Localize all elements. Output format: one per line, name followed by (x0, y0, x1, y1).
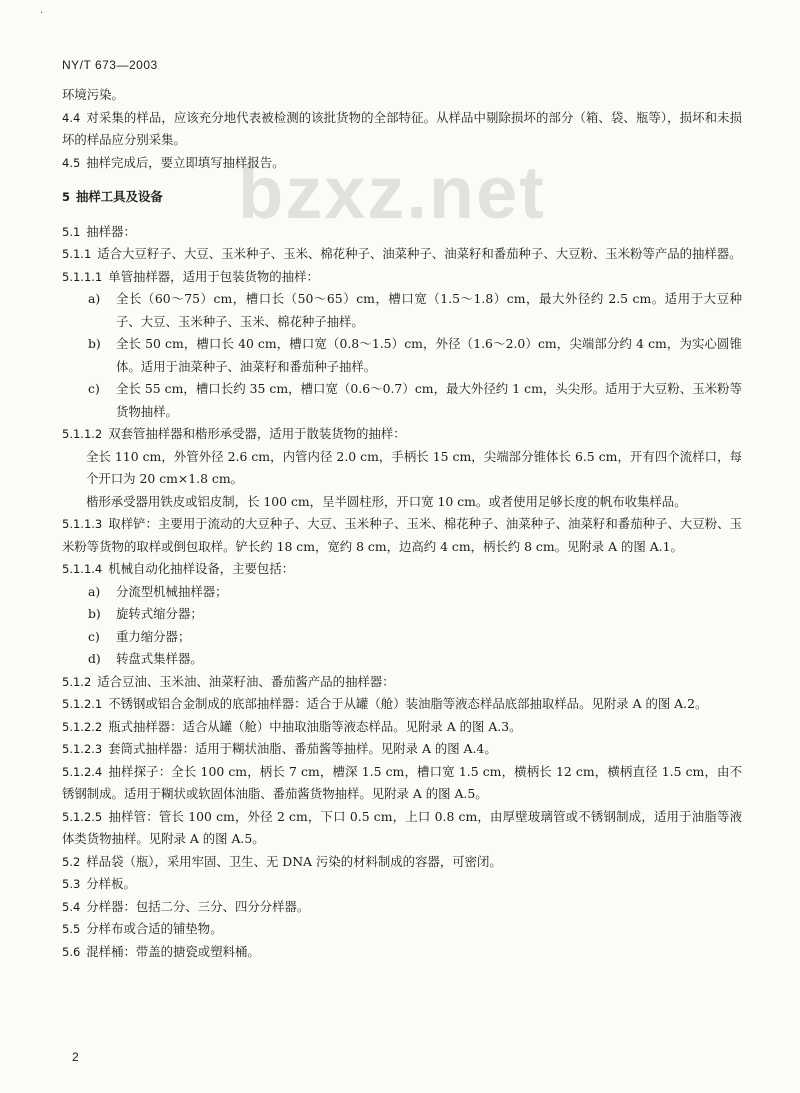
clause-text: 抽样管：管长 100 cm，外径 2 cm，下口 0.5 cm，上口 0.8 cm，由厚壁玻璃管或不锈钢制成，适用于油脂等液体类货物抽样。见附录 A 的图 A.5。 (62, 808, 742, 846)
clause-text: 样品袋（瓶），采用牢固、卫生、无 DNA 污染的材料制成的容器，可密闭。 (86, 853, 502, 869)
clause-number: 5.1.2.5 (62, 809, 103, 824)
list-text: 转盘式集样器。 (116, 651, 203, 666)
list-marker: a) (88, 291, 101, 306)
clause-text: 单管抽样器，适用于包装货物的抽样： (108, 268, 319, 284)
section-heading-5 (62, 186, 742, 209)
clause-number: 5.2 (62, 854, 81, 869)
list-marker: d) (88, 651, 101, 666)
list-marker: a) (88, 583, 101, 599)
clause-text: 机械自动化抽样设备，主要包括： (108, 561, 295, 576)
clause-5-1-2-1 (62, 693, 742, 716)
list-text: 分流型机械抽样器； (116, 583, 228, 599)
clause-number: 4.4 (62, 110, 81, 125)
page-number: 2 (72, 1050, 79, 1064)
clause-number: 5.5 (62, 922, 81, 936)
clause-number: 5.1.2.4 (62, 764, 103, 779)
clause-number: 5.3 (62, 877, 81, 891)
clause-number: 4.5 (62, 155, 81, 170)
list-5-1-1-1 (62, 288, 742, 423)
clause-text: 分样器：包括二分、三分、四分分样器。 (86, 898, 310, 914)
section-number: 5 (62, 190, 71, 204)
list-text: 旋转式缩分器； (116, 606, 203, 621)
clause-text: 分样布或合适的铺垫物。 (86, 921, 223, 936)
clause-text: 抽样器： (86, 223, 136, 239)
list-marker: b) (88, 336, 101, 351)
clause-text: 对采集的样品，应该充分地代表被检测的该批货物的全部特征。从样品中剔除损坏的部分（箱、袋、瓶等），损坏和未损坏的样品应分别采集。 (62, 109, 742, 147)
clause-5-1-2 (62, 671, 742, 694)
clause-number: 5.6 (62, 944, 81, 959)
clause-number: 5.1.1.1 (62, 269, 103, 284)
section-title: 抽样工具及设备 (76, 189, 163, 204)
clause-5-2 (62, 851, 742, 874)
clause-5-1-1-2 (62, 423, 742, 446)
clause-5-1-2-3 (62, 738, 742, 761)
list-item (88, 648, 742, 671)
clause-text: 取样铲：主要用于流动的大豆种子、大豆、玉米种子、玉米、棉花种子、油菜种子、油菜籽和番茄种子、大豆粉、玉米粉等货物的取样或倒包取样。铲长约 18 cm，宽约 8 cm，边高约 4 cm，柄长约 8 cm。见附录 A 的图 A.1。 (62, 516, 742, 554)
clause-text: 分样板。 (86, 876, 136, 891)
clause-5-5 (62, 918, 742, 941)
clause-text: 混样桶：带盖的搪瓷或塑料桶。 (86, 943, 260, 959)
list-5-1-1-4 (62, 581, 742, 671)
list-marker: c) (88, 381, 100, 396)
clause-text: 抽样探子：全长 100 cm，柄长 7 cm，槽深 1.5 cm，槽口宽 1.5 cm，横柄长 12 cm，横柄直径 1.5 cm，由不锈钢制成。适用于糊状或软固体油脂、番茄酱货物抽样。见附录 A 的图 A.5。 (62, 763, 742, 801)
document-body (62, 84, 742, 963)
clause-5-4 (62, 896, 742, 919)
standard-code: NY/T 673—2003 (62, 58, 158, 72)
clause-text: 抽样完成后，要立即填写抽样报告。 (86, 154, 285, 170)
paragraph: 楷形承受器用铁皮或铝皮制，长 100 cm，呈半圆柱形，开口宽 10 cm。或者使用足够长度的帆布收集样品。 (86, 493, 687, 509)
list-item (88, 626, 742, 649)
clause-text: 双套管抽样器和楷形承受器，适用于散装货物的抽样： (108, 426, 406, 441)
list-item (88, 603, 742, 626)
clause-number: 5.1.1 (62, 247, 92, 261)
clause-5-1-1 (62, 243, 742, 266)
clause-text: 适合豆油、玉米油、油菜籽油、番茄酱产品的抽样器： (97, 673, 395, 689)
clause-4-4 (62, 107, 742, 152)
clause-number: 5.1 (62, 224, 81, 239)
clause-5-1-1-3 (62, 513, 742, 558)
paragraph: 全长 110 cm，外管外径 2.6 cm，内管内径 2.0 cm，手柄长 15 cm，尖端部分锥体长 6.5 cm，开有四个流样口，每个开口为 20 cm×1.8 cm。 (86, 448, 742, 486)
clause-number: 5.1.1.4 (62, 562, 103, 576)
watermark: bzxz.net (238, 151, 546, 234)
clause-text: 瓶式抽样器：适合从罐（舱）中抽取油脂等液态样品。见附录 A 的图 A.3。 (108, 718, 522, 734)
clause-5-1-1-4 (62, 558, 742, 581)
paragraph: 环境污染。 (62, 87, 124, 102)
clause-number: 5.1.2 (62, 674, 92, 689)
clause-5-1-2-5 (62, 806, 742, 851)
list-text: 全长（60～75）cm，槽口长（50～65）cm，槽口宽（1.5～1.8）cm，最大外径约 2.5 cm。适用于大豆种子、大豆、玉米种子、玉米、棉花种子抽样。 (116, 291, 742, 329)
clause-text: 适合大豆籽子、大豆、玉米种子、玉米、棉花种子、油菜种子、油菜籽和番茄种子、大豆粉、玉米粉等产品的抽样器。 (97, 246, 742, 261)
list-text: 全长 50 cm，槽口长 40 cm，槽口宽（0.8～1.5）cm，外径（1.6～2.0）cm，尖端部分约 4 cm，为实心圆锥体。适用于油菜种子、油菜籽和番茄种子抽样。 (116, 336, 742, 374)
list-marker: c) (88, 628, 100, 644)
list-text: 全长 55 cm，槽口长约 35 cm，槽口宽（0.6～0.7）cm，最大外径约 1 cm，头尖形。适用于大豆粉、玉米粉等货物抽样。 (116, 381, 742, 419)
list-item (88, 581, 742, 604)
clause-5-6 (62, 941, 742, 964)
clause-5-3 (62, 873, 742, 896)
list-item (88, 333, 742, 378)
list-item (88, 378, 742, 423)
clause-number: 5.1.2.1 (62, 697, 103, 711)
clause-5-1 (62, 221, 742, 244)
clause-5-1-2-4 (62, 761, 742, 806)
clause-number: 5.4 (62, 899, 81, 914)
clause-number: 5.1.1.2 (62, 427, 103, 441)
clause-text: 套筒式抽样器：适用于糊状油脂、番茄酱等抽样。见附录 A 的图 A.4。 (108, 741, 497, 756)
clause-5-1-1-1 (62, 266, 742, 289)
clause-number: 5.1.2.2 (62, 719, 103, 734)
list-text: 重力缩分器； (116, 628, 191, 644)
clause-5-1-2-2 (62, 716, 742, 739)
clause-number: 5.1.2.3 (62, 742, 103, 756)
clause-number: 5.1.1.3 (62, 517, 103, 531)
scan-mark: · (40, 8, 44, 19)
list-marker: b) (88, 606, 101, 621)
clause-text: 不锈钢或铝合金制成的底部抽样器：适合于从罐（舱）装油脂等液态样品底部抽取样品。见附录 A 的图 A.2。 (108, 696, 708, 711)
list-item (88, 288, 742, 333)
clause-4-5 (62, 152, 742, 175)
